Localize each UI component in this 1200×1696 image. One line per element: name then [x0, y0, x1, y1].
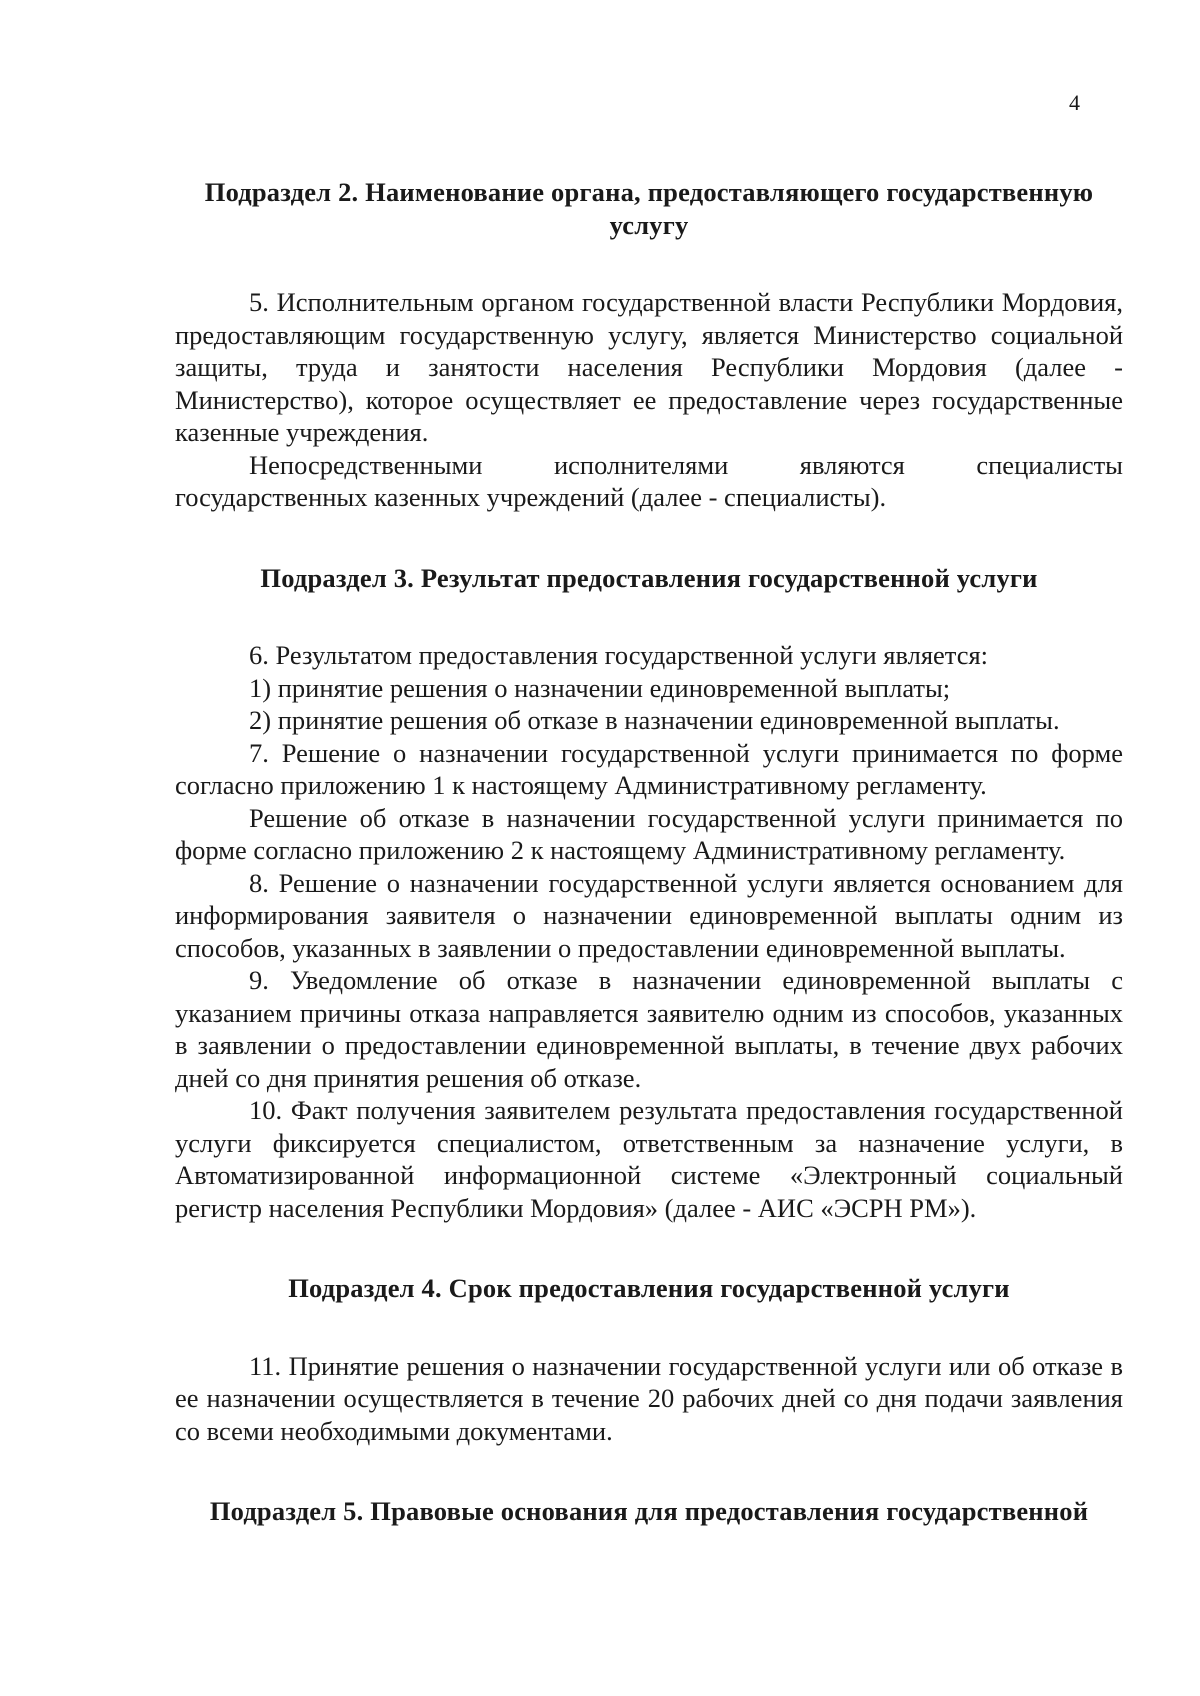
paragraph-7-refusal: Решение об отказе в назначении государственной услуги принимается по форме согласно приложению 2 к настоящему Административному регламенту. [175, 802, 1123, 865]
page-number: 4 [1069, 90, 1080, 115]
paragraph-10: 10. Факт получения заявителем результата предоставления государственной услуги фиксируется специалистом, ответственным за назначение услуги, в Автоматизированной информационной системе «Электронный социальный регистр населения Республики Мордовия» (далее - АИС «ЭСРН РМ»). [175, 1095, 1123, 1223]
paragraph-11: 11. Принятие решения о назначении государственной услуги или об отказе в ее назначении осуществляется в течение 20 рабочих дней со дня подачи заявления со всеми необходимыми документами. [175, 1350, 1123, 1446]
paragraph-6-item-1: 1) принятие решения о назначении единовременной выплаты; [249, 672, 951, 703]
section-5-heading: Подраздел 5. Правовые основания для предоставления государственной [209, 1496, 1089, 1526]
paragraph-executors: Непосредственными исполнителями являются специалисты государственных казенных учреждений (далее - специалисты). [175, 449, 1123, 512]
paragraph-6-item-2: 2) принятие решения об отказе в назначении единовременной выплаты. [249, 705, 1060, 735]
section-3-heading: Подраздел 3. Результат предоставления государственной услуги [260, 562, 1038, 593]
paragraph-5: 5. Исполнительным органом государственной власти Республики Мордовия, предоставляющим государственную услугу, является Министерство социальной защиты, труда и занятости населения Республики Мордовия (далее - Министерство), которое осуществляет ее предоставление через государственные казенные учреждения. [175, 287, 1123, 447]
section-4-heading: Подраздел 4. Срок предоставления государственной услуги [288, 1273, 1010, 1303]
paragraph-7: 7. Решение о назначении государственной услуги принимается по форме согласно приложению 1 к настоящему Административному регламенту. [175, 737, 1123, 800]
paragraph-6: 6. Результатом предоставления государственной услуги является: [249, 640, 989, 670]
paragraph-9: 9. Уведомление об отказе в назначении единовременной выплаты с указанием причины отказа направляется заявителю одним из способов, указанных в заявлении о предоставлении единовременной выплаты, в течение двух рабочих дней со дня принятия решения об отказе. [175, 965, 1123, 1093]
paragraph-8: 8. Решение о назначении государственной услуги является основанием для информирования заявителя о назначении единовременной выплаты одним из способов, указанных в заявлении о предоставлении единовременной выплаты. [175, 867, 1123, 963]
section-2-heading: Подраздел 2. Наименование органа, предоставляющего государственную услугу [204, 177, 1094, 240]
document-body [175, 176, 1123, 1528]
